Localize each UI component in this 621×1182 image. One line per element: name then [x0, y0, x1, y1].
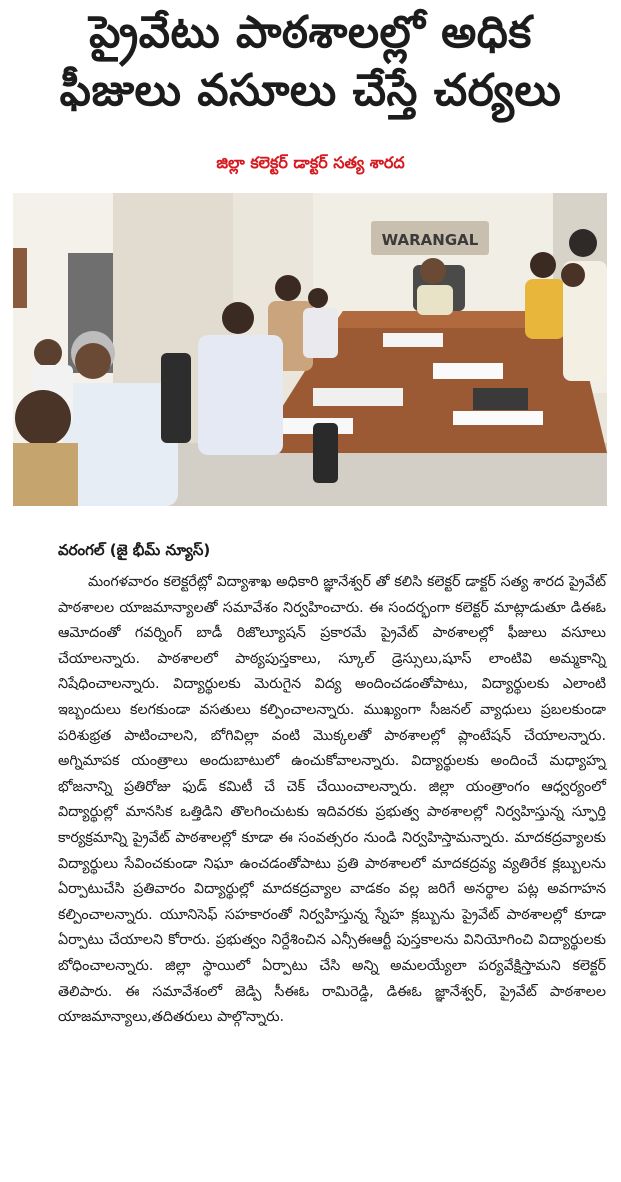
headline	[0, 4, 621, 120]
headline-line-1: ప్రైవేటు పాఠశాలల్లో అధిక	[89, 7, 532, 58]
meeting-photo-illustration	[13, 193, 607, 506]
subheadline: జిల్లా కలెక్టర్ డాక్టర్ సత్య శారద	[216, 153, 405, 172]
news-photo	[13, 193, 607, 506]
wall-sign-text: WARANGAL	[381, 231, 479, 249]
article-body: మంగళవారం కలెక్టరేట్లో విద్యాశాఖ అధికారి జ్ఞానేశ్వర్ తో కలిసి కలెక్టర్ డాక్టర్ సత్య శారద ప్రైవేట్ పాఠశాలల యాజమాన్యాలతో సమావేశం నిర్వహించారు. ఈ సందర్భంగా కలెక్టర్ మాట్లాడుతూ డిఈఓ ఆమోదంతో గవర్నింగ్ బాడీ రిజొల్యూషన్ ప్రకారమే ప్రైవేట్ పాఠశాలల్లో ఫీజులు వసూలు చేయాలన్నారు. పాఠశాలలో పాఠ్యపుస్తకాలు, స్కూల్ డ్రెస్సులు,షూస్ లాంటివి అమ్మకాన్ని నిషేధించాలన్నారు. విద్యార్థులకు మెరుగైన విద్య అందించడంతోపాటు, విద్యార్థులకు ఎలాంటి ఇబ్బందులు కలగకుండా వసతులు కల్పించాలన్నారు. ముఖ్యంగా సీజనల్ వ్యాధులు ప్రబలకుండా పరిశుభ్రత పాటించాలని, బోగివిల్లా వంటి మొక్కలతో పాఠశాలల్లో ప్లాంటేషన్ చేయాలన్నారు. అగ్నిమాపక యంత్రాలు అందుబాటులో ఉంచుకోవాలన్నారు. విద్యార్థులకు అందించే మధ్యాహ్న భోజనాన్ని ప్రతిరోజు ఫుడ్ కమిటీ చే చెక్ చేయించాలన్నారు. జిల్లా యంత్రాంగం ఆధ్వర్యంలో విద్యార్థుల్లో మానసిక ఒత్తిడిని తొలగించుటకు ఇదివరకు ప్రభుత్వ పాఠశాలల్లో నిర్వహిస్తున్న స్ఫూర్తి కార్యక్రమాన్ని ప్రైవేట్ పాఠశాలల్లో కూడా ఈ సంవత్సరం నుండి నిర్వహిస్తామన్నారు. మాదకద్రవ్యాలకు విద్యార్థులు సేవించకుండా నిఘా ఉంచడంతోపాటు ప్రతి పాఠశాలలో మాదకద్రవ్య వ్యతిరేక క్లబ్బులను ఏర్పాటుచేసి ప్రతివారం విద్యార్థుల్లో మాదకద్రవ్యాల వాడకం వల్ల జరిగే అనర్థాల పట్ల అవగాహన కల్పించాలన్నారు. యూనిసెఫ్ సహకారంతో నిర్వహిస్తున్న స్నేహ క్లబ్బును ప్రైవేట్ పాఠశాలల్లో కూడా ఏర్పాటు చేయాలని కోరారు. ప్రభుత్వం నిర్దేశించిన ఎన్సీఈఆర్టీ పుస్తకాలను వినియోగించి విద్యార్థులకు బోధించాలన్నారు. జిల్లా స్థాయిలో ఏర్పాటు చేసి అన్ని అమలయ్యేలా పర్యవేక్షిస్తామని కలెక్టర్ తెలిపారు. ఈ సమావేశంలో జెడ్పి సీఈఓ రామిరెడ్డి, డిఈఓ జ్ఞానేశ్వర్, ప్రైవేట్ పాఠశాలల యాజమాన్యాలు,తదితరులు పాల్గొన్నారు.	[58, 574, 606, 1026]
dateline: వరంగల్ (జై భీమ్ న్యూస్)	[58, 541, 211, 559]
headline-line-2: ఫీజులు వసూలు చేస్తే చర్యలు	[59, 65, 562, 116]
